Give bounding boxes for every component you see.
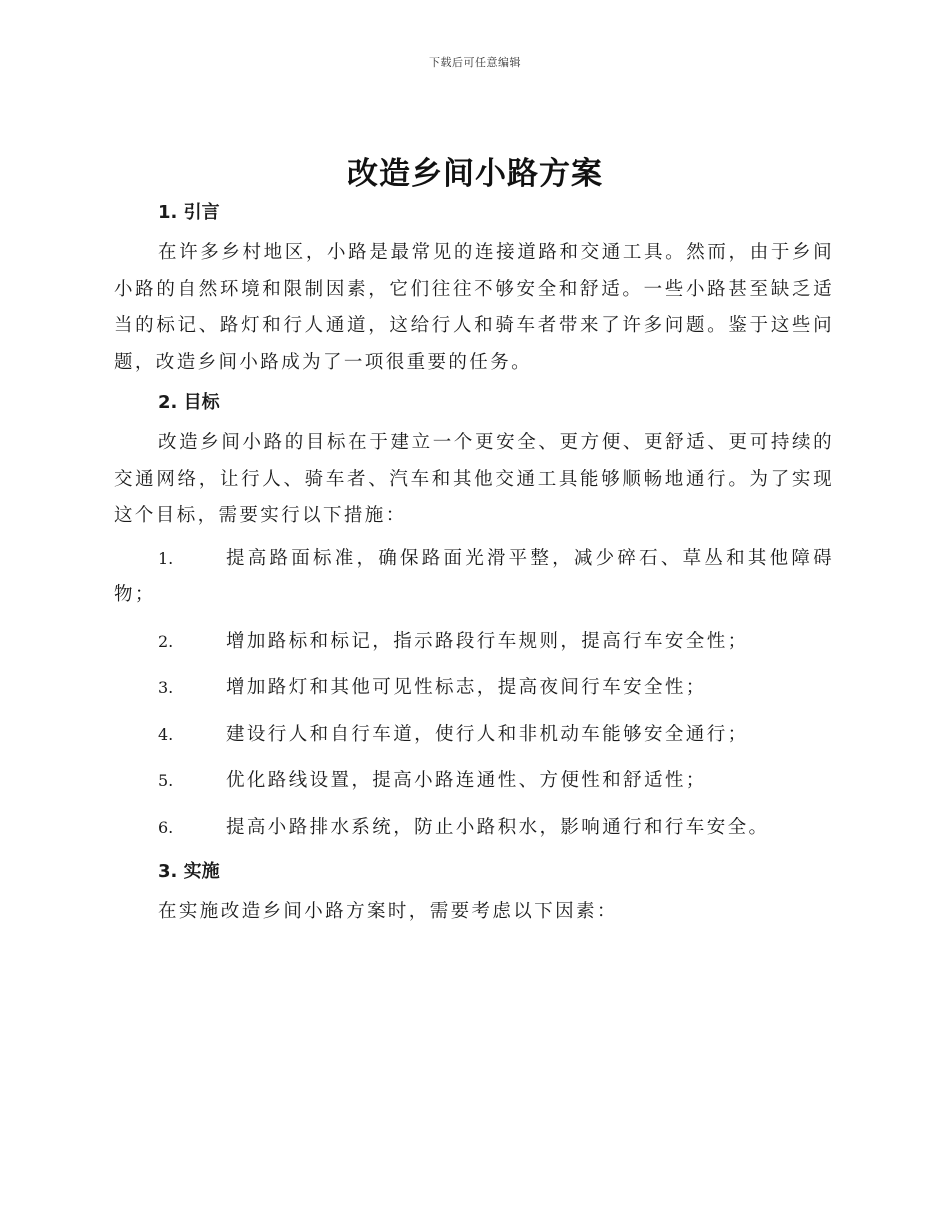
list-number: 3.: [158, 678, 174, 697]
list-number: 2.: [158, 631, 174, 651]
section-paragraph: 改造乡间小路的目标在于建立一个更安全、更方便、更舒适、更可持续的交通网络，让行人、骑车者、汽车和其他交通工具能够顺畅地通行。为了实现这个目标，需要实行以下措施：: [114, 432, 834, 526]
section-introduction: [114, 197, 834, 381]
section-goals: [114, 387, 834, 846]
list-text: 增加路灯和其他可见性标志，提高夜间行车安全性；: [226, 677, 707, 698]
section-heading: 2. 目标: [158, 392, 220, 413]
list-item: [114, 670, 834, 707]
section-heading: 1. 引言: [158, 202, 220, 223]
list-number: 5.: [158, 771, 174, 790]
list-text: 增加路标和标记，指示路段行车规则，提高行车安全性；: [226, 630, 749, 652]
list-text: 提高路面标准，确保路面光滑平整，减少碎石、草丛和其他障碍物；: [114, 547, 834, 605]
list-item: [114, 541, 834, 614]
section-heading: 3. 实施: [158, 861, 220, 882]
list-text: 提高小路排水系统，防止小路积水，影响通行和行车安全。: [226, 816, 770, 838]
section-paragraph: 在许多乡村地区，小路是最常见的连接道路和交通工具。然而，由于乡间小路的自然环境和限制因素，它们往往不够安全和舒适。一些小路甚至缺乏适当的标记、路灯和行人通道，这给行人和骑车者带来了许多问题。鉴于这些问题，改造乡间小路成为了一项很重要的任务。: [114, 242, 834, 373]
section-paragraph: 在实施改造乡间小路方案时，需要考虑以下因素：: [158, 901, 618, 922]
list-number: 6.: [158, 817, 174, 837]
list-text: 建设行人和自行车道，使行人和非机动车能够安全通行；: [226, 723, 749, 745]
list-number: 4.: [158, 724, 174, 744]
list-item: [114, 717, 834, 754]
list-item: [114, 624, 834, 661]
measures-list: [114, 541, 834, 847]
list-item: [114, 810, 834, 847]
list-item: [114, 763, 834, 800]
list-number: 1.: [158, 548, 174, 568]
section-implementation: [114, 856, 834, 931]
document-body: [114, 197, 834, 937]
document-title: 改造乡间小路方案: [347, 156, 603, 192]
list-text: 优化路线设置，提高小路连通性、方便性和舒适性；: [226, 770, 707, 791]
header-note: 下载后可任意编辑: [429, 56, 521, 69]
